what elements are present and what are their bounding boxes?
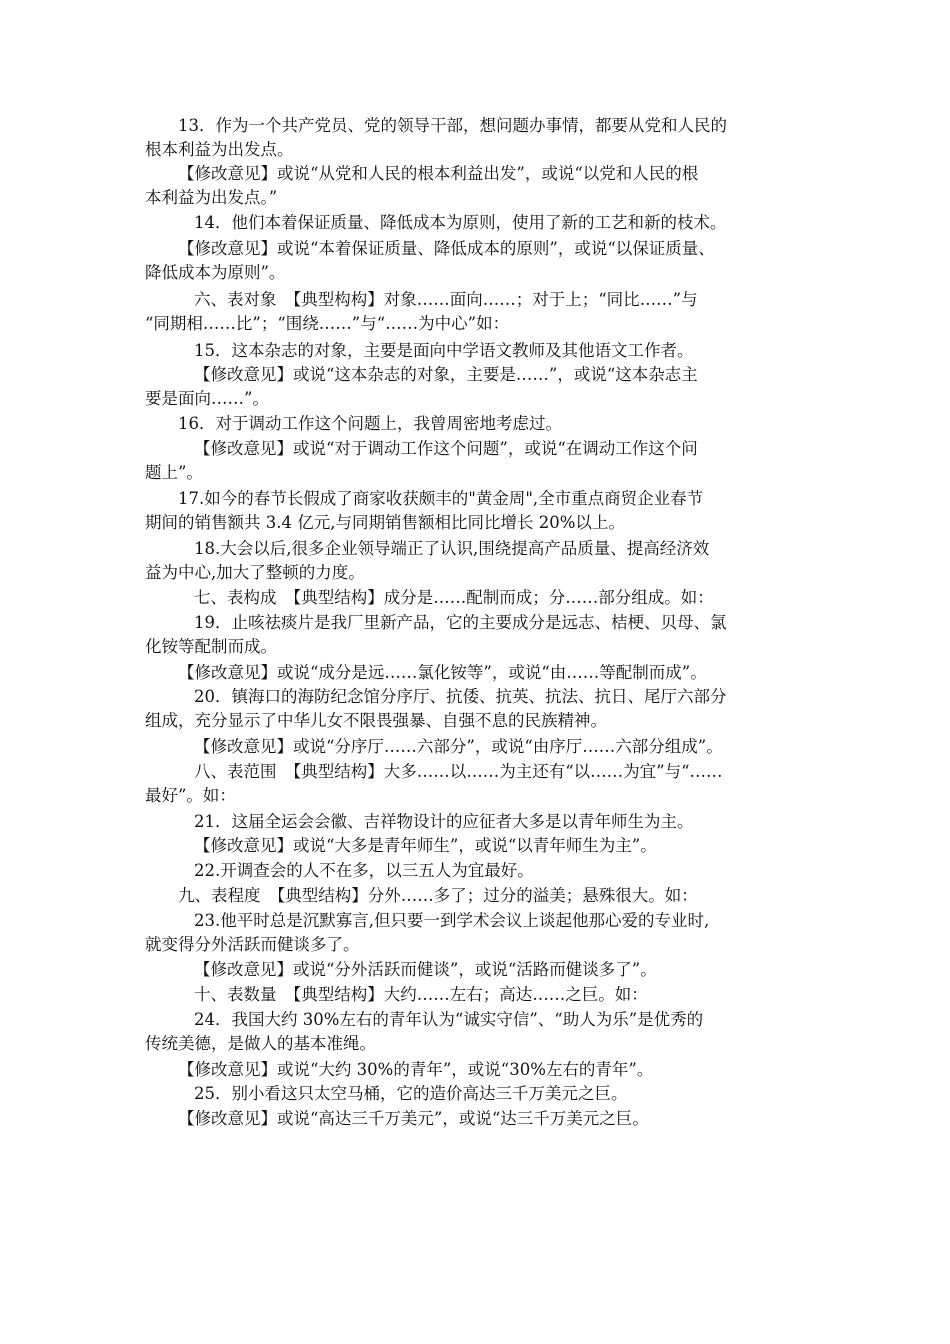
section-heading: 十、表数量 【典型结构】大约……左右；高达……之巨。如： — [194, 985, 648, 1004]
text-line: 24．我国大约 30%左右的青年认为“诚实守信”、“助人为乐”是优秀的 — [194, 1010, 704, 1029]
text-line: 题上”。 — [145, 463, 203, 482]
text-line: 化铵等配制而成。 — [145, 637, 277, 656]
text-line: 19．止咳祛痰片是我厂里新产品，它的主要成分是远志、桔梗、贝母、氯 — [194, 613, 727, 632]
text-line: 最好”。如： — [145, 786, 236, 805]
text-line: 【修改意见】或说“分序厅……六部分”，或说“由序厅……六部分组成”。 — [194, 737, 723, 756]
text-line: 【修改意见】或说“成分是远……氯化铵等”，或说“由……等配制而成”。 — [178, 663, 707, 682]
text-line: 21．这届全运会会徽、吉祥物设计的应征者大多是以青年师生为主。 — [194, 812, 694, 831]
section-heading: 八、表范围 【典型结构】大多……以……为主还有“以……为宜”与“…… — [194, 762, 723, 781]
text-line: 15．这本杂志的对象，主要是面向中学语文教师及其他语文工作者。 — [194, 341, 694, 360]
text-line: 16．对于调动工作这个问题上，我曾周密地考虑过。 — [178, 414, 562, 433]
text-line: 【修改意见】或说“高达三千万美元”，或说“达三千万美元之巨。 — [178, 1109, 649, 1128]
text-line: 17.如今的春节长假成了商家收获颇丰的"黄金周",全市重点商贸企业春节 — [178, 489, 704, 508]
text-line: 传统美德，是做人的基本准绳。 — [145, 1034, 376, 1053]
text-line: 降低成本为原则”。 — [145, 263, 286, 282]
text-line: 25．别小看这只太空马桶，它的造价高达三千万美元之巨。 — [194, 1084, 628, 1103]
text-line: 【修改意见】或说“这本杂志的对象，主要是……”，或说“这本杂志主 — [194, 365, 698, 384]
text-line: 13．作为一个共产党员、党的领导干部，想问题办事情，都要从党和人民的 — [178, 116, 727, 135]
text-line: 期间的销售额共 3.4 亿元,与同期销售额相比同比增长 20%以上。 — [145, 513, 625, 532]
text-line: 14．他们本着保证质量、降低成本为原则，使用了新的工艺和新的枝术。 — [194, 213, 727, 232]
section-heading: 六、表对象 【典型构构】对象……面向……；对于上；“同比……”与 — [194, 290, 698, 309]
text-line: 【修改意见】或说“大多是青年师生”，或说“以青年师生为主”。 — [194, 836, 657, 855]
text-line: 组成，充分显示了中华儿女不限畏强暴、自强不息的民族精神。 — [145, 711, 607, 730]
text-line: 本利益为出发点。” — [145, 188, 278, 207]
text-line: 【修改意见】或说“本着保证质量、降低成本的原则”，或说“以保证质量、 — [178, 239, 715, 258]
text-line: “同期相……比”；“围绕……”与“……为中心”如： — [145, 314, 510, 333]
section-heading: 九、表程度 【典型结构】分外……多了；过分的溢美；悬殊很大。如： — [178, 886, 698, 905]
text-line: 18.大会以后,很多企业领导端正了认识,围绕提高产品质量、提高经济效 — [194, 539, 710, 558]
text-line: 【修改意见】或说“大约 30%的青年”，或说“30%左右的青年”。 — [178, 1060, 654, 1079]
text-line: 要是面向……”。 — [145, 389, 269, 408]
text-line: 【修改意见】或说“分外活跃而健谈”，或说“活路而健谈多了”。 — [194, 960, 657, 979]
section-heading: 七、表构成 【典型结构】成分是……配制而成；分……部分组成。如： — [194, 588, 714, 607]
text-line: 就变得分外活跃而健谈多了。 — [145, 935, 360, 954]
text-line: 【修改意见】或说“对于调动工作这个问题”，或说“在调动工作这个问 — [194, 439, 698, 458]
text-line: 益为中心,加大了整顿的力度。 — [145, 563, 365, 582]
text-line: 【修改意见】或说“从党和人民的根本利益出发”，或说“以党和人民的根 — [178, 164, 699, 183]
text-line: 20．镇海口的海防纪念馆分序厅、抗倭、抗英、抗法、抗日、尾厅六部分 — [194, 687, 727, 706]
text-line: 22.开调查会的人不在多，以三五人为宜最好。 — [194, 861, 534, 880]
text-line: 根本利益为出发点。 — [145, 140, 294, 159]
text-line: 23.他平时总是沉默寡言,但只要一到学术会议上谈起他那心爱的专业时, — [194, 911, 710, 930]
